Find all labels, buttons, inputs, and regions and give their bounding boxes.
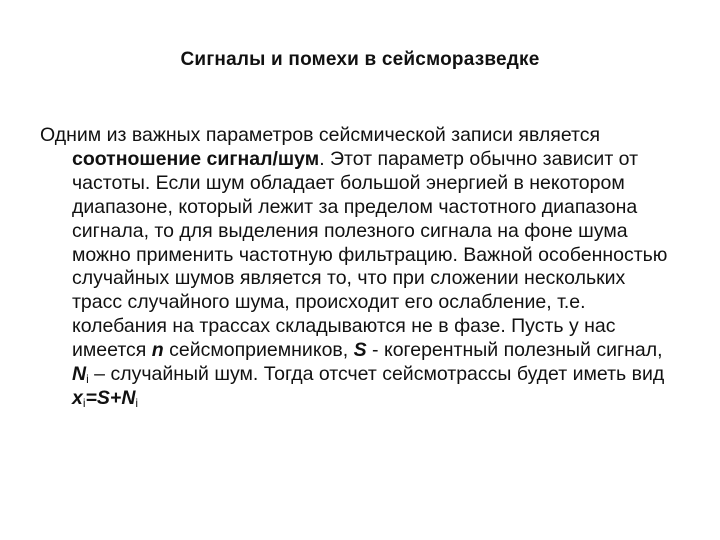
formula-eq: =S+N <box>85 386 136 409</box>
slide-title: Сигналы и помехи в сейсморазведке <box>180 49 540 70</box>
bold-term-snr: соотношение сигнал/шум <box>72 147 320 170</box>
var-n: n <box>151 339 164 362</box>
text-run: - когерентный полезный сигнал, <box>366 339 663 362</box>
subscript-i: i <box>135 395 139 410</box>
text-run: Одним из важных параметров сейсмической записи является <box>40 124 601 146</box>
var-N: N <box>72 363 87 386</box>
var-x: x <box>72 386 83 409</box>
subscript-i: i <box>82 395 86 410</box>
body-paragraph <box>40 124 680 411</box>
text-run: сейсмоприемников, <box>163 339 354 362</box>
text-run: – случайный шум. Тогда отсчет сейсмотрассы будет иметь вид <box>88 363 665 386</box>
subscript-i: i <box>86 372 89 387</box>
text-run: . Этот параметр обычно зависит от частоты. Если шум обладает большой энергией в некотором диапазоне, который лежит за пределом частотного диапазона сигнала, то для выделения полезного сигнала на фоне шума можно применить частотную фильтрацию. Важной особенностью случайных шумов является то, что при сложении нескольких трасс случайного шума, происходит его ослабление, т.е. колебания на трассах складываются не в фазе. Пусть у нас имеется <box>72 147 668 362</box>
var-S: S <box>353 339 367 362</box>
